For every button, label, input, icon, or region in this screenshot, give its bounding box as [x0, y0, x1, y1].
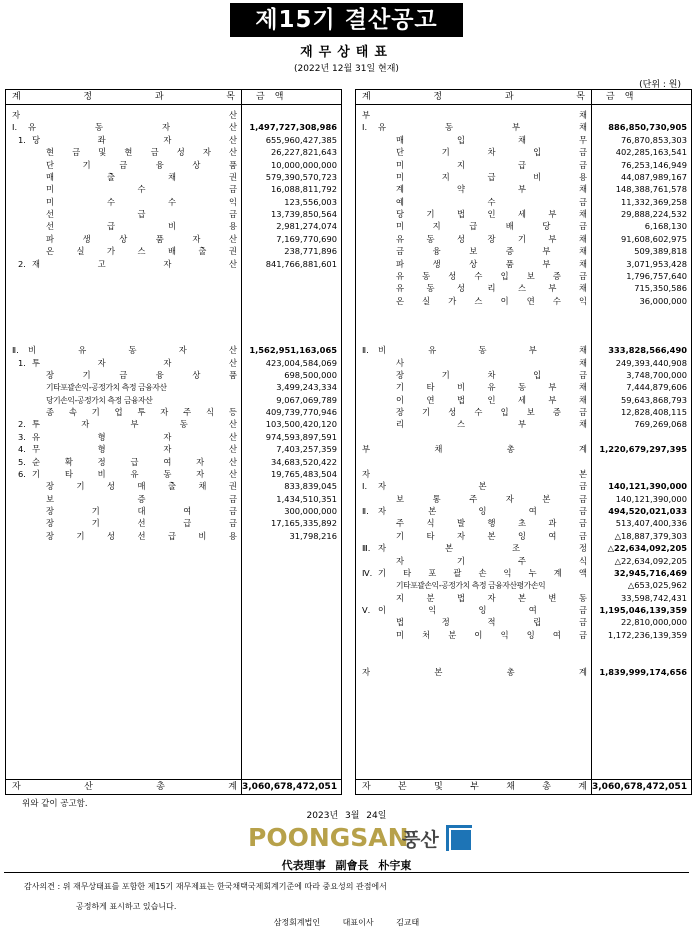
amount-cell: 19,765,483,504: [271, 468, 337, 479]
amount-cell: 103,500,420,120: [265, 419, 337, 430]
amount-cell: 26,227,821,643: [271, 147, 337, 158]
assets-table: [5, 89, 342, 795]
total-liabilities-equity-amount: 3,060,678,472,051: [592, 782, 688, 792]
amount-cell: 698,500,000: [284, 369, 337, 380]
amount-cell: 333,828,566,490: [608, 345, 687, 356]
amount-cell: 1,220,679,297,395: [599, 444, 687, 455]
table-row: [356, 394, 691, 406]
table-row: [6, 307, 341, 319]
account-label: 온 실 가 스 배 출 권: [46, 246, 237, 257]
amount-cell: 29,888,224,532: [621, 209, 687, 219]
amount-cell: 655,960,427,385: [265, 134, 337, 145]
account-header: 계 정 과 목: [362, 92, 585, 102]
row-number: 4.: [18, 444, 26, 455]
account-label: 보 증 금: [46, 493, 237, 504]
account-label: 계 약 부 채: [396, 184, 587, 195]
table-row: [356, 381, 691, 393]
account-label: 장 기 성 수 입 보 증 금: [396, 407, 587, 417]
logo-korean: 풍산: [402, 829, 439, 851]
table-row: [6, 183, 341, 195]
audit-opinion-line1: 감사의견 : 위 재무상태표를 포함한 제15기 재무제표는 한국채택국제회계기준에 따라 중요성의 관점에서: [24, 882, 387, 891]
account-label: 비 유 동 자 산: [28, 345, 237, 356]
liabilities-equity-table: [355, 89, 692, 795]
account-label: 단 기 금 융 상 품: [46, 159, 237, 170]
row-number: Ⅱ.: [362, 345, 369, 356]
account-label: 자 본: [362, 468, 587, 479]
account-label: 미 지 급 배 당 금: [396, 221, 587, 232]
table-row: [356, 233, 691, 245]
table-row: [356, 431, 691, 443]
table-row: [6, 406, 341, 418]
table-row: [356, 369, 691, 381]
amount-cell: 59,643,868,793: [621, 394, 687, 405]
row-number: 3.: [18, 431, 26, 442]
amount-cell: 402,285,163,541: [615, 147, 687, 158]
account-label: 사 채: [396, 357, 587, 368]
amount-cell: 12,828,408,115: [621, 407, 687, 417]
amount-cell: 123,556,003: [284, 196, 337, 207]
account-label: 자 본 조 정: [378, 543, 587, 554]
amount-cell: 423,004,584,069: [265, 357, 337, 368]
table-row: [356, 258, 691, 270]
amount-cell: 91,608,602,975: [621, 233, 687, 244]
table-row: [6, 493, 341, 505]
amount-cell: 1,434,510,351: [276, 493, 337, 504]
account-label: 기타포괄손익-공정가치 측정 금융자산평가손익: [396, 581, 546, 591]
account-label: 지 분 법 자 본 변 동: [396, 592, 587, 603]
table-row: [356, 196, 691, 208]
amount-cell: 974,593,897,591: [265, 431, 337, 442]
amount-cell: 509,389,818: [634, 246, 687, 257]
table-row: [6, 394, 341, 406]
table-row: [356, 307, 691, 319]
amount-cell: 140,121,390,000: [608, 481, 687, 492]
amount-cell: 76,253,146,949: [621, 159, 687, 170]
amount-cell: 148,388,761,578: [615, 184, 687, 195]
table-row: [356, 456, 691, 468]
table-row: [6, 134, 341, 146]
total-assets-amount: 3,060,678,472,051: [242, 782, 338, 792]
amount-cell: 7,403,257,359: [276, 444, 337, 455]
total-assets-row: [6, 779, 341, 794]
table-row: [6, 295, 341, 307]
amount-cell: 3,499,243,334: [276, 382, 337, 393]
account-label: 매 출 채 권: [46, 171, 237, 182]
account-label: 유 동 부 채: [378, 122, 587, 133]
table-row: [6, 418, 341, 430]
row-number: 1.: [18, 134, 26, 145]
account-label: 자 본 총 계: [362, 666, 587, 677]
table-row: [356, 245, 691, 257]
account-label: 유 동 성 장 기 부 채: [396, 233, 587, 244]
account-label: 단 기 차 입 금: [396, 147, 587, 158]
account-label: 매 입 채 무: [396, 134, 587, 145]
table-row: [356, 505, 691, 517]
amount-cell: 3,071,953,428: [626, 258, 687, 269]
amount-cell: 300,000,000: [284, 506, 337, 516]
statement-title: 재무상태표: [300, 45, 393, 60]
table-header: [356, 90, 691, 105]
table-row: [356, 604, 691, 616]
amount-cell: 32,945,716,469: [614, 567, 687, 578]
table-row: [6, 431, 341, 443]
amount-cell: 409,739,770,946: [265, 407, 337, 417]
table-header: [6, 90, 341, 105]
account-label: 투 자 부 동 산: [32, 419, 237, 430]
table-row: [6, 159, 341, 171]
table-row: [6, 146, 341, 158]
audit-opinion-line2: 공정하게 표시하고 있습니다.: [76, 902, 177, 911]
table-row: [356, 282, 691, 294]
row-number: 2.: [18, 419, 26, 430]
account-label: 무 형 자 산: [32, 444, 237, 455]
account-label: 미 수 수 익: [46, 196, 237, 207]
table-row: [6, 109, 341, 121]
account-label: 당 기 법 인 세 부 채: [396, 209, 587, 219]
logo-english: POONGSAN: [248, 823, 409, 852]
amount-cell: 715,350,586: [634, 283, 687, 294]
account-label: 파 생 상 품 부 채: [396, 258, 587, 269]
table-row: [6, 443, 341, 455]
logo-mark-icon: [446, 825, 472, 851]
amount-cell: 140,121,390,000: [615, 493, 687, 504]
table-row: [356, 319, 691, 331]
table-row: [356, 542, 691, 554]
amount-cell: 76,870,853,303: [621, 134, 687, 145]
table-row: [356, 344, 691, 356]
amount-cell: 1,172,236,139,359: [607, 629, 687, 640]
table-row: [356, 146, 691, 158]
table-row: [6, 468, 341, 480]
amount-cell: 886,850,730,905: [608, 122, 687, 133]
account-label: 금 융 보 증 부 채: [396, 246, 587, 257]
table-row: [356, 121, 691, 133]
statement-date: (2022년 12월 31일 현재): [294, 64, 399, 74]
amount-cell: 7,169,770,690: [276, 233, 337, 244]
account-label: 파 생 상 품 자 산: [46, 233, 237, 244]
assets-rows: [6, 109, 341, 542]
table-row: [356, 332, 691, 344]
row-number: Ⅳ.: [362, 567, 373, 578]
liabilities-rows: [356, 109, 691, 678]
row-number: 5.: [18, 456, 26, 467]
account-label: 유 형 자 산: [32, 431, 237, 442]
amount-cell: 769,269,068: [634, 419, 687, 430]
table-row: [356, 629, 691, 641]
table-row: [356, 270, 691, 282]
account-label: 당기손익-공정가치 측정 금융자산: [46, 395, 153, 405]
table-row: [6, 332, 341, 344]
table-row: [356, 357, 691, 369]
amount-cell: 22,810,000,000: [621, 617, 687, 628]
amount-cell: 841,766,881,601: [265, 258, 337, 269]
amount-cell: 579,390,570,723: [265, 171, 337, 182]
table-row: [6, 270, 341, 282]
table-row: [356, 159, 691, 171]
table-row: [356, 579, 691, 591]
table-row: [356, 171, 691, 183]
account-label: 이 연 법 인 세 부 채: [396, 394, 587, 405]
table-row: [6, 208, 341, 220]
account-label: 자 산: [12, 110, 237, 120]
table-row: [6, 245, 341, 257]
table-row: [356, 555, 691, 567]
amount-cell: 31,798,216: [289, 530, 337, 541]
amount-cell: 494,520,021,033: [608, 506, 687, 516]
total-liabilities-equity-row: [356, 779, 691, 794]
table-row: [6, 344, 341, 356]
row-number: 2.: [18, 258, 26, 269]
account-label: 자 본 금: [378, 481, 587, 492]
account-label: 장 기 성 선 급 비 용: [46, 530, 237, 541]
row-number: Ⅲ.: [362, 543, 371, 554]
account-label: 보 통 주 자 본 금: [396, 493, 587, 504]
account-label: 재 고 자 산: [32, 258, 237, 269]
account-label: 이 익 잉 여 금: [378, 605, 587, 615]
row-number: Ⅱ.: [362, 506, 369, 516]
amount-cell: 6,168,130: [644, 221, 687, 232]
table-row: [356, 418, 691, 430]
account-label: 비 유 동 부 채: [378, 345, 587, 356]
amount-cell: 1,839,999,174,656: [599, 666, 687, 677]
row-number: Ⅴ.: [362, 605, 371, 615]
account-label: 선 급 비 용: [46, 221, 237, 232]
sign-date: 2023년 3월 24일: [306, 811, 387, 821]
amount-cell: 7,444,879,606: [626, 382, 687, 393]
table-row: [6, 369, 341, 381]
table-row: [6, 357, 341, 369]
table-row: [356, 220, 691, 232]
amount-header: 금액: [606, 92, 644, 102]
table-row: [6, 517, 341, 529]
table-row: [6, 233, 341, 245]
account-label: 당 좌 자 산: [32, 134, 237, 145]
account-label: 법 정 적 립 금: [396, 617, 587, 628]
amount-cell: 1,562,951,163,065: [249, 345, 337, 356]
account-label: 유 동 성 리 스 부 채: [396, 283, 587, 294]
account-label: 투 자 자 산: [32, 357, 237, 368]
amount-cell: 1,796,757,640: [626, 270, 687, 281]
account-label: 장 기 대 여 금: [46, 506, 237, 516]
account-label: 미 지 급 비 용: [396, 171, 587, 182]
amount-cell: 3,748,700,000: [626, 369, 687, 380]
total-label: 자 산 총 계: [12, 782, 237, 792]
account-label: 자 본 잉 여 금: [378, 506, 587, 516]
row-number: Ⅱ.: [12, 345, 19, 356]
table-row: [6, 220, 341, 232]
account-label: 유 동 자 산: [28, 122, 237, 133]
amount-cell: 44,087,989,167: [621, 171, 687, 182]
account-label: 부 채 총 계: [362, 444, 587, 455]
amount-cell: △18,887,379,303: [614, 530, 687, 541]
account-label: 종 속 기 업 투 자 주 식 등: [46, 407, 237, 417]
table-row: [356, 654, 691, 666]
total-label: 자 본 및 부 채 총 계: [362, 782, 587, 792]
table-row: [356, 295, 691, 307]
table-row: [6, 530, 341, 542]
divider: [4, 872, 689, 873]
table-row: [356, 480, 691, 492]
table-row: [6, 456, 341, 468]
account-label: 장 기 금 융 상 품: [46, 369, 237, 380]
account-label: 기 타 비 유 동 부 채: [396, 382, 587, 393]
row-number: Ⅰ.: [362, 122, 368, 133]
amount-cell: 36,000,000: [639, 295, 687, 306]
account-label: 기타포괄손익-공정가치 측정 금융자산: [46, 383, 167, 393]
account-label: 온 실 가 스 이 연 수 익: [396, 295, 587, 306]
account-label: 선 급 금: [46, 209, 237, 219]
account-label: 순 확 정 급 여 자 산: [32, 456, 237, 467]
account-label: 기 타 자 본 잉 여 금: [396, 530, 587, 541]
amount-cell: 9,067,069,789: [276, 394, 337, 405]
row-number: Ⅰ.: [12, 122, 18, 133]
amount-cell: 249,393,440,908: [615, 357, 687, 368]
amount-cell: 1,497,727,308,986: [249, 122, 337, 133]
table-row: [356, 109, 691, 121]
table-row: [6, 196, 341, 208]
amount-cell: 33,598,742,431: [621, 592, 687, 603]
table-row: [356, 134, 691, 146]
row-number: Ⅰ.: [362, 481, 368, 492]
amount-header: 금액: [256, 92, 294, 102]
account-label: 유 동 성 수 입 보 증 금: [396, 270, 587, 281]
account-label: 장 기 선 급 금: [46, 518, 237, 529]
amount-cell: 16,088,811,792: [271, 184, 337, 195]
notice-title: 제15기 결산공고: [230, 3, 463, 37]
table-row: [6, 171, 341, 183]
company-logo: [248, 823, 448, 855]
table-row: [356, 530, 691, 542]
table-row: [356, 641, 691, 653]
account-label: 미 처 분 이 익 잉 여 금: [396, 629, 587, 640]
table-row: [6, 319, 341, 331]
amount-cell: 17,165,335,892: [271, 518, 337, 529]
table-row: [356, 443, 691, 455]
amount-cell: 833,839,045: [284, 481, 337, 492]
account-label: 기 타 포 괄 손 익 누 계 액: [378, 567, 587, 578]
account-label: 자 기 주 식: [396, 555, 587, 566]
amount-cell: 10,000,000,000: [271, 159, 337, 170]
account-label: 기 타 비 유 동 자 산: [32, 468, 237, 479]
account-label: 장 기 차 입 금: [396, 369, 587, 380]
amount-cell: △22,634,092,205: [607, 543, 687, 554]
amount-cell: 238,771,896: [284, 246, 337, 257]
account-label: 미 지 급 금: [396, 159, 587, 170]
representative-signature: 代表理事 副會長 朴宇東: [281, 859, 412, 872]
table-row: [6, 381, 341, 393]
amount-cell: 11,332,369,258: [621, 196, 687, 207]
table-row: [356, 183, 691, 195]
table-row: [6, 282, 341, 294]
table-row: [6, 121, 341, 133]
table-row: [6, 480, 341, 492]
account-label: 부 채: [362, 110, 587, 120]
amount-cell: 34,683,520,422: [271, 456, 337, 467]
table-row: [356, 468, 691, 480]
unit-label: (단위 : 원): [639, 80, 681, 90]
account-label: 장 기 성 매 출 채 권: [46, 481, 237, 492]
table-row: [356, 406, 691, 418]
account-label: 예 수 금: [396, 196, 587, 207]
table-row: [6, 258, 341, 270]
table-row: [356, 666, 691, 678]
amount-cell: 2,981,274,074: [276, 221, 337, 232]
account-label: 미 수 금: [46, 184, 237, 195]
table-row: [6, 505, 341, 517]
table-row: [356, 493, 691, 505]
account-label: 현 금 및 현 금 성 자 산: [46, 147, 237, 158]
amount-cell: 513,407,400,336: [615, 518, 687, 529]
amount-cell: 13,739,850,564: [271, 209, 337, 219]
table-row: [356, 517, 691, 529]
table-row: [356, 567, 691, 579]
row-number: 1.: [18, 357, 26, 368]
account-label: 주 식 발 행 초 과 금: [396, 518, 587, 529]
account-label: 리 스 부 채: [396, 419, 587, 430]
auditor-name: 삼정회계법인 대표이사 김교태: [273, 918, 420, 927]
table-row: [356, 592, 691, 604]
row-number: 6.: [18, 468, 26, 479]
amount-cell: △22,634,092,205: [614, 555, 687, 566]
table-row: [356, 616, 691, 628]
table-row: [356, 208, 691, 220]
notice-text: 위와 같이 공고함.: [22, 799, 88, 809]
amount-cell: △653,025,962: [627, 580, 687, 591]
account-header: 계 정 과 목: [12, 92, 235, 102]
amount-cell: 1,195,046,139,359: [599, 605, 687, 615]
